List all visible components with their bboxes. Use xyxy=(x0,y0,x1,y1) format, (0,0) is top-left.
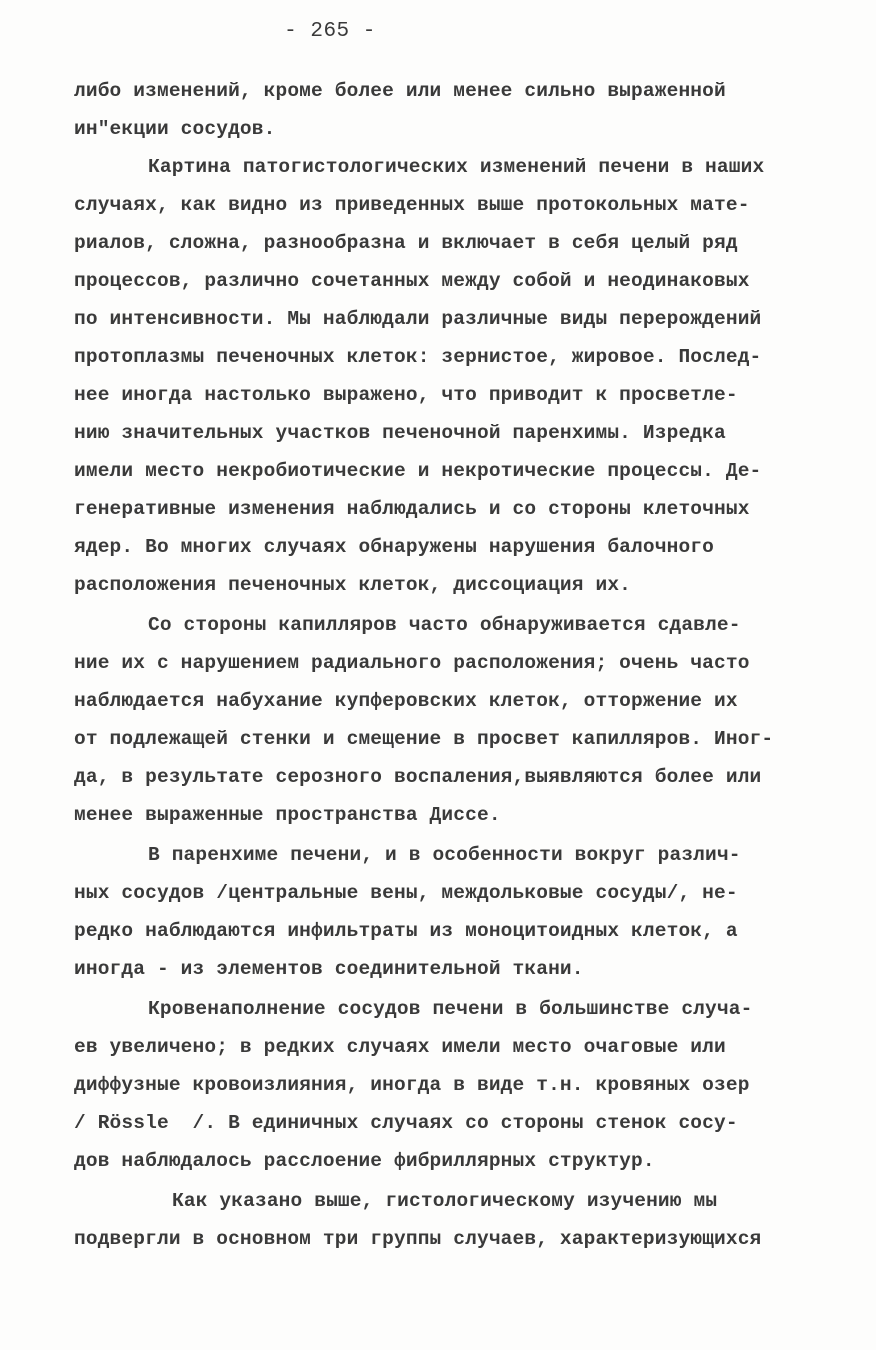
text-line: Как указано выше, гистологическому изучению мы xyxy=(172,1190,718,1212)
text-line: Кровенаполнение сосудов печени в большинстве случа- xyxy=(148,998,753,1020)
text-line: иногда - из элементов соединительной ткани. xyxy=(74,958,584,980)
text-line: ин"екции сосудов. xyxy=(74,118,276,140)
text-line: наблюдается набухание купферовских клеток, отторжение их xyxy=(74,690,738,712)
text-line: имели место некробиотические и некротические процессы. Де- xyxy=(74,460,762,482)
page-number: - 265 - xyxy=(284,20,376,43)
text-line: В паренхиме печени, и в особенности вокруг различ- xyxy=(148,844,741,866)
text-line: генеративные изменения наблюдались и со стороны клеточных xyxy=(74,498,750,520)
text-line: / Rössle /. В единичных случаях со стороны стенок сосу- xyxy=(74,1112,738,1134)
text-line: ние их с нарушением радиального расположения; очень часто xyxy=(74,652,750,674)
text-line: ядер. Во многих случаях обнаружены нарушения балочного xyxy=(74,536,715,558)
text-line: подвергли в основном три группы случаев, характеризующихся xyxy=(74,1228,762,1250)
text-line: ных сосудов /центральные вены, междольковые сосуды/, не- xyxy=(74,882,738,904)
text-line: от подлежащей стенки и смещение в просвет капилляров. Иног- xyxy=(74,728,774,750)
text-line: Со стороны капилляров часто обнаруживается сдавле- xyxy=(148,614,741,636)
text-line: да, в результате серозного воспаления,выявляются более или xyxy=(74,766,762,788)
text-line: ев увеличено; в редких случаях имели место очаговые или xyxy=(74,1036,726,1058)
text-line: нию значительных участков печеночной паренхимы. Изредка xyxy=(74,422,726,444)
text-line: расположения печеночных клеток, диссоциация их. xyxy=(74,574,632,596)
text-line: дов наблюдалось расслоение фибриллярных структур. xyxy=(74,1150,655,1172)
text-line: по интенсивности. Мы наблюдали различные виды перерождений xyxy=(74,308,762,330)
text-line: риалов, сложна, разнообразна и включает в себя целый ряд xyxy=(74,232,738,254)
text-line: нее иногда настолько выражено, что приводит к просветле- xyxy=(74,384,738,406)
text-line: случаях, как видно из приведенных выше протокольных мате- xyxy=(74,194,750,216)
text-line: процессов, различно сочетанных между собой и неодинаковых xyxy=(74,270,750,292)
text-line: диффузные кровоизлияния, иногда в виде т.н. кровяных озер xyxy=(74,1074,750,1096)
text-line: Картина патогистологических изменений печени в наших xyxy=(148,156,765,178)
text-line: редко наблюдаются инфильтраты из моноцитоидных клеток, а xyxy=(74,920,738,942)
text-line: менее выраженные пространства Диссе. xyxy=(74,804,501,826)
text-line: либо изменений, кроме более или менее сильно выраженной xyxy=(74,80,726,102)
text-line: протоплазмы печеночных клеток: зернистое, жировое. Послед- xyxy=(74,346,762,368)
